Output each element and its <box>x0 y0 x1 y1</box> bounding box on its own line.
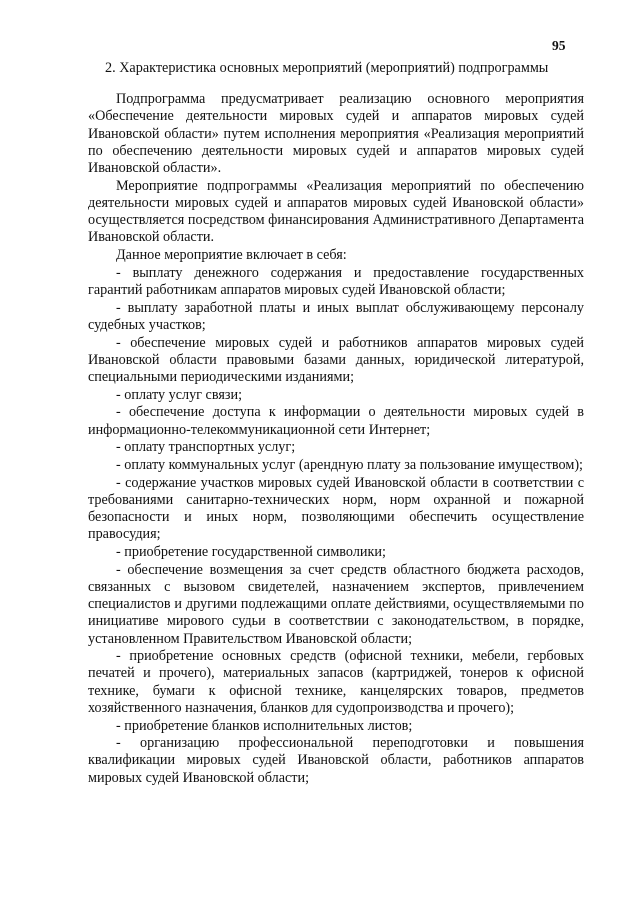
paragraph-list-intro: Данное мероприятие включает в себя: <box>116 247 347 264</box>
paragraph-intro: Подпрограмма предусматривает реализацию основного мероприятия «Обеспечение деятельности мировых судей и аппаратов мировых судей Ивановской области» путем исполнения мероприятия «Реализация мероприятий по обеспечению деятельности мировых судей и аппаратов мировых судей Ивановской области». <box>88 91 584 177</box>
section-heading: 2. Характеристика основных мероприятий (мероприятий) подпрограммы <box>105 60 549 76</box>
list-item-state-symbols: - приобретение государственной символики; <box>116 543 386 560</box>
list-item-utilities: - оплату коммунальных услуг (арендную плату за пользование имуществом); <box>116 456 583 473</box>
list-item-fixed-assets: - приобретение основных средств (офисной техники, мебели, гербовых печатей и прочего), материальных запасов (картриджей, тонеров к офисной технике, бумаги к офисной технике, канцелярских товаров, предметов хозяйственного назначения, бланков для судопроизводства и прочего); <box>88 648 584 716</box>
paragraph-funding: Мероприятие подпрограммы «Реализация мероприятий по обеспечению деятельности мировых судей и аппаратов мировых судей Ивановской области» осуществляется посредством финансирования Административного Департамента Ивановской области. <box>88 177 584 246</box>
list-item-expense-reimbursement: - обеспечение возмещения за счет средств областного бюджета расходов, связанных с вызовом свидетелей, назначением экспертов, привлечением специалистов и другими подлежащими оплате действиями, осуществляемыми по инициативе мирового судьи в соответствии с законодательством, в порядке, установленном Правительством Ивановской области; <box>88 561 584 647</box>
list-item-salary-guarantees: - выплату денежного содержания и предоставление государственных гарантий работникам аппаратов мировых судей Ивановской области; <box>88 264 584 298</box>
list-item-professional-training: - организацию профессиональной переподготовки и повышения квалификации мировых судей Ивановской области, работников аппаратов мировых судей Ивановской области; <box>88 735 584 786</box>
list-item-court-maintenance: - содержание участков мировых судей Ивановской области в соответствии с требованиями санитарно-технических норм, норм охранной и пожарной безопасности и иных норм, позволяющими обеспечить осуществление правосудия; <box>88 474 584 543</box>
list-item-staff-payments: - выплату заработной платы и иных выплат обслуживающему персоналу судебных участков; <box>88 299 584 333</box>
list-item-transport-services: - оплату транспортных услуг; <box>116 439 296 456</box>
list-item-communication-services: - оплату услуг связи; <box>116 386 243 403</box>
list-item-writ-forms: - приобретение бланков исполнительных листов; <box>116 717 413 734</box>
page-number: 95 <box>552 38 566 53</box>
list-item-legal-databases: - обеспечение мировых судей и работников аппаратов мировых судей Ивановской области правовыми базами данных, юридической литературой, специальными периодическими изданиями; <box>88 334 584 385</box>
document-body <box>88 60 584 787</box>
list-item-internet-access: - обеспечение доступа к информации о деятельности мировых судей в информационно-телекоммуникационной сети Интернет; <box>88 404 584 438</box>
